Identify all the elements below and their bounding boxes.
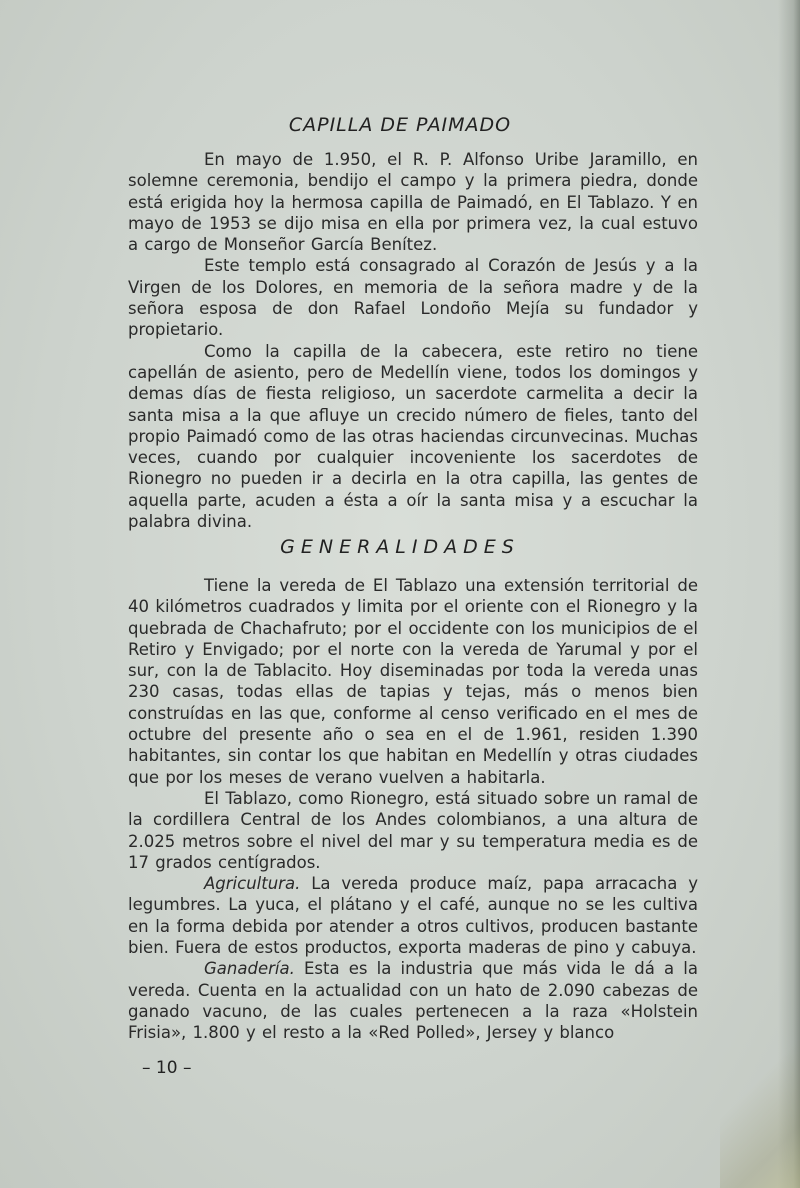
paragraph: El Tablazo, como Rionegro, está situado sobre un ramal de la cordillera Central de los Andes colombianos, a una altura de 2.025 metros sobre el nivel del mar y su temperatura media es de 17 grados centígrados.	[128, 788, 698, 872]
page-corner-stain	[720, 1018, 800, 1188]
paragraph: Tiene la vereda de El Tablazo una extensión territorial de 40 kilómetros cuadrados y limita por el oriente con el Rionegro y la quebrada de Chachafruto; por el occidente con los municipios de el Retiro y Envigado; por el norte con la vereda de Yarumal y por el sur, con la de Tablacito. Hoy diseminadas por toda la vereda unas 230 casas, todas ellas de tapias y tejas, más o menos bien construídas en las que, conforme al censo verificado en el mes de octubre del presente año o sea en el de 1.961, residen 1.390 habitantes, sin contar los que habitan en Medellín y otras ciudades que por los meses de verano vuelven a habitarla.	[128, 576, 698, 787]
section-title-generalidades: GENERALIDADES	[280, 536, 520, 558]
section-body-generalidades	[128, 575, 698, 1044]
paragraph-agricultura	[128, 873, 698, 958]
ganaderia-lead: Ganadería.	[204, 959, 295, 979]
paragraph: Este templo está consagrado al Corazón de Jesús y a la Virgen de los Dolores, en memoria de la señora madre y de la señora esposa de don Rafael Londoño Mejía su fundador y propietario.	[128, 256, 698, 340]
paragraph: En mayo de 1.950, el R. P. Alfonso Uribe Jaramillo, en solemne ceremonia, bendijo el campo y la primera piedra, donde está erigida hoy la hermosa capilla de Paimadó, en El Tablazo. Y en mayo de 1953 se dijo misa en ella por primera vez, la cual estuvo a cargo de Monseñor García Benítez.	[128, 150, 698, 255]
page-edge-shadow	[778, 0, 800, 1188]
agricultura-text: La vereda produce maíz, papa arracacha y legumbres. La yuca, el plátano y el café, aunque no se les cultiva en la forma debida por atender a otros cultivos, producen bastante bien. Fuera de estos productos, exporta maderas de pino y cabuya.	[128, 874, 698, 958]
paragraph-ganaderia	[128, 958, 698, 1043]
page-number: – 10 –	[142, 1058, 192, 1078]
section-title-capilla: CAPILLA DE PAIMADO	[288, 114, 512, 136]
ganaderia-text: Esta es la industria que más vida le dá a la vereda. Cuenta en la actualidad con un hato de 2.090 cabezas de ganado vacuno, de las cuales pertenecen a la raza «Holstein Frisia», 1.800 y el resto a la «Red Polled», Jersey y blanco	[128, 959, 698, 1043]
paragraph: Como la capilla de la cabecera, este retiro no tiene capellán de asiento, pero de Medellín viene, todos los domingos y demas días de fiesta religioso, un sacerdote carmelita a decir la santa misa a la que afluye un crecido número de fieles, tanto del propio Paimadó como de las otras haciendas circunvecinas. Muchas veces, cuando por cualquier incoveniente los sacerdotes de Rionegro no pueden ir a decirla en la otra capilla, las gentes de aquella parte, acuden a ésta a oír la santa misa y a escuchar la palabra divina.	[128, 341, 698, 532]
agricultura-lead: Agricultura.	[204, 874, 301, 894]
section-body-capilla	[128, 149, 698, 532]
